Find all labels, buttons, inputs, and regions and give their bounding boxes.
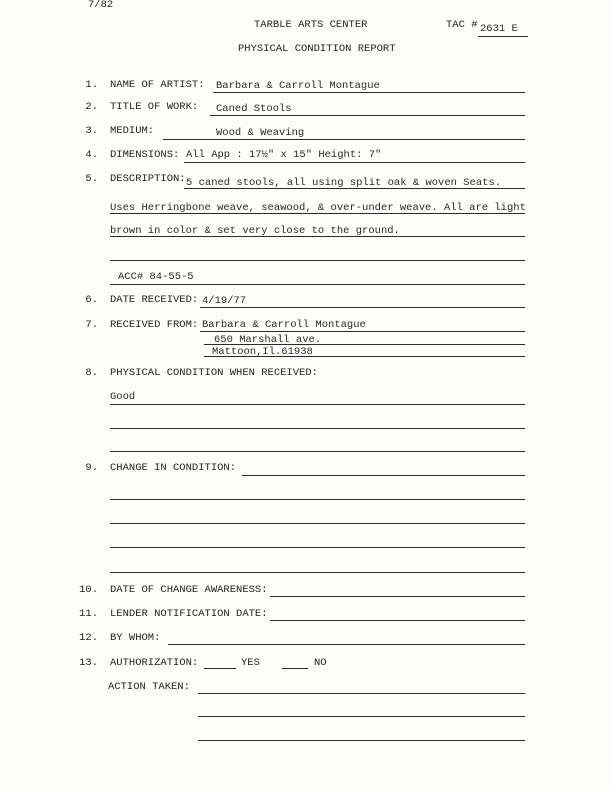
field-number: 4. xyxy=(85,149,98,161)
field-label-lender-notification: LENDER NOTIFICATION DATE: xyxy=(110,608,268,620)
field-line xyxy=(270,596,525,597)
field-label-date-received: DATE RECEIVED: xyxy=(110,294,199,306)
field-label-change-condition: CHANGE IN CONDITION: xyxy=(110,462,237,474)
field-value-condition-received: Good xyxy=(110,391,136,403)
field-number: 12. xyxy=(79,632,98,644)
field-value-description: 5 caned stools, all using split oak & woven Seats. xyxy=(186,177,502,189)
header-date: 7/82 xyxy=(88,0,114,11)
field-label-by-whom: BY WHOM: xyxy=(110,632,161,644)
description-line: brown in color & set very close to the ground. xyxy=(110,225,400,237)
authorization-no: NO xyxy=(314,657,327,669)
field-label-artist: NAME OF ARTIST: xyxy=(110,79,205,91)
field-line xyxy=(242,475,525,476)
field-line xyxy=(204,344,525,345)
field-number: 2. xyxy=(85,101,98,113)
field-label-dimensions: DIMENSIONS: xyxy=(110,149,180,161)
field-line xyxy=(163,139,525,140)
field-line xyxy=(213,92,525,93)
tac-number: 2631 E xyxy=(480,23,518,35)
action-taken-label: ACTION TAKEN: xyxy=(108,681,190,693)
field-value-title: Caned Stools xyxy=(216,103,292,115)
field-value-date-received: 4/19/77 xyxy=(202,295,247,307)
field-number: 10. xyxy=(79,584,98,596)
field-line xyxy=(110,547,525,548)
field-number: 7. xyxy=(85,319,98,331)
field-number: 1. xyxy=(85,79,98,91)
field-number: 8. xyxy=(85,367,98,379)
field-label-condition-received: PHYSICAL CONDITION WHEN RECEIVED: xyxy=(110,367,318,379)
address-line: Mattoon,Il.61938 xyxy=(212,346,313,358)
field-line xyxy=(200,331,525,332)
field-line xyxy=(184,162,525,163)
accession-number: ACC# 84-55-5 xyxy=(118,271,194,283)
field-line xyxy=(168,644,525,645)
field-number: 13. xyxy=(79,657,98,669)
field-line xyxy=(210,115,525,116)
field-line xyxy=(200,307,525,308)
report-title: PHYSICAL CONDITION REPORT xyxy=(238,43,396,55)
field-line xyxy=(198,693,525,694)
field-number: 3. xyxy=(85,125,98,137)
field-label-authorization: AUTHORIZATION: xyxy=(110,657,199,669)
field-line xyxy=(110,499,525,500)
field-line xyxy=(110,523,525,524)
no-blank xyxy=(282,668,308,669)
field-line xyxy=(110,236,525,237)
field-label-title: TITLE OF WORK: xyxy=(110,101,199,113)
description-line: Uses Herringbone weave, seawood, & over-under weave. All are light xyxy=(110,202,526,214)
yes-blank xyxy=(204,668,236,669)
field-line xyxy=(110,260,525,261)
field-value-dimensions: All App : 17½" x 15" Height: 7" xyxy=(186,149,382,161)
field-label-medium: MEDIUM: xyxy=(110,125,155,137)
field-line xyxy=(110,428,525,429)
field-number: 9. xyxy=(85,462,98,474)
field-line xyxy=(198,716,525,717)
field-value-received-from: Barbara & Carroll Montague xyxy=(202,319,366,331)
field-number: 5. xyxy=(85,173,98,185)
field-line xyxy=(198,740,525,741)
field-number: 6. xyxy=(85,294,98,306)
address-line: 650 Marshall ave. xyxy=(214,334,322,346)
field-line xyxy=(110,451,525,452)
field-line xyxy=(270,620,525,621)
field-line xyxy=(110,213,525,214)
field-line xyxy=(110,572,525,573)
tac-underline xyxy=(478,36,528,37)
field-value-artist: Barbara & Carroll Montague xyxy=(216,80,380,92)
field-label-received-from: RECEIVED FROM: xyxy=(110,319,199,331)
org-name: TARBLE ARTS CENTER xyxy=(254,19,368,31)
tac-label: TAC # xyxy=(446,19,478,31)
field-line xyxy=(110,404,525,405)
field-line xyxy=(204,356,525,357)
field-label-change-awareness: DATE OF CHANGE AWARENESS: xyxy=(110,584,268,596)
field-value-medium: Wood & Weaving xyxy=(216,127,305,139)
field-label-description: DESCRIPTION: xyxy=(110,173,186,185)
field-line xyxy=(110,284,525,285)
authorization-yes: YES xyxy=(241,657,260,669)
field-number: 11. xyxy=(79,608,98,620)
field-line xyxy=(184,188,525,189)
